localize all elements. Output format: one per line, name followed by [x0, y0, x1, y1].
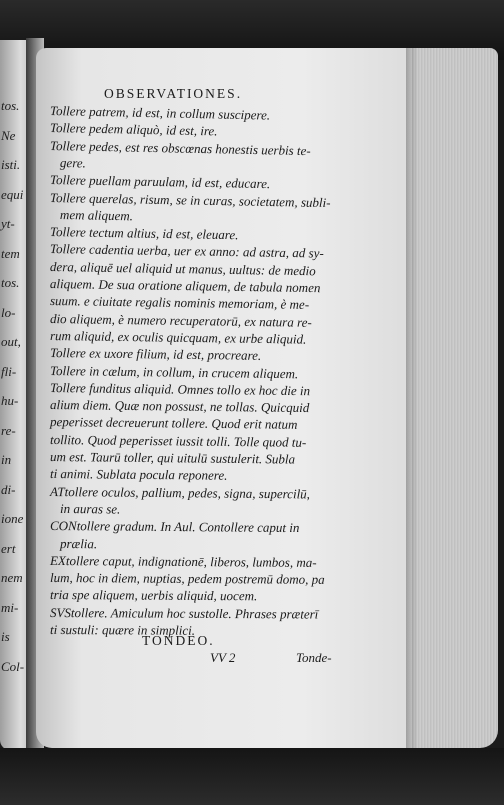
text-line: Tollere tectum altius, id est, eleuare.	[49, 224, 239, 243]
text-line: Tollere pedes, est res obscœnas honestis uerbis te-	[49, 137, 311, 158]
text-line: gere.	[59, 154, 87, 171]
left-page-fragment: hu-	[1, 393, 19, 408]
left-page-fragment: ione	[1, 511, 24, 526]
text-line: peperisset decreuerunt tollere. Quod erit natum	[49, 414, 298, 433]
text-line: rum aliquid, ex oculis quicquam, ex urbe aliquid.	[49, 327, 307, 347]
left-page-fragment: lo-	[1, 304, 16, 320]
page-edge-shadow	[406, 48, 418, 748]
text-line: alium diem. Quæ non possust, ne tollas. Quicquid	[49, 397, 310, 416]
background-bottom	[0, 748, 504, 805]
left-page-fragment: isti.	[1, 157, 21, 172]
text-line: CONtollere gradum. In Aul. Contollere caput in	[49, 518, 300, 536]
text-line: Tollere querelas, risum, se in curas, societatem, subli-	[49, 189, 331, 210]
left-page-fragment: tos.	[1, 98, 20, 113]
text-line: ATtollere oculos, pallium, pedes, signa, supercilū,	[49, 483, 311, 502]
text-line: aliquem. De sua oratione aliquem, de tabula nomen	[49, 276, 321, 296]
text-line: Tollere ex uxore filium, id est, procreare.	[49, 345, 262, 364]
text-line: EXtollere caput, indignationē, liberos, lumbos, ma-	[49, 552, 317, 570]
left-page-fragment: tem	[1, 245, 20, 261]
text-line: lum, hoc in diem, nuptias, pedem postremū domo, pa	[49, 570, 325, 587]
text-line: Tollere patrem, id est, in collum suscipere.	[49, 103, 271, 123]
text-line: in auras se.	[59, 500, 121, 517]
text-line: um est. Taurū toller, qui uitulū sustulerit. Subla	[49, 449, 296, 467]
signature-mark: VV 2	[210, 650, 236, 665]
left-page-fragment: fli-	[1, 363, 17, 379]
left-page-fragment: re-	[1, 422, 16, 438]
text-line: dera, aliquē uel aliquid ut manus, uultus: de medio	[49, 258, 316, 279]
text-line: Tollere funditus aliquid. Omnes tollo ex hoc die in	[49, 379, 311, 399]
text-line: prælia.	[59, 535, 98, 551]
running-header: OBSERVATIONES.	[104, 86, 243, 101]
text-line: dio aliquem, è numero recuperatorū, ex natura re-	[49, 310, 312, 330]
section-title: TONDEO.	[142, 633, 215, 648]
left-page-fragment: Col-	[1, 658, 25, 674]
text-line: Tollere pedem aliquò, id est, ire.	[49, 120, 218, 139]
text-line: ti animi. Sublata pocula reponere.	[49, 466, 228, 484]
left-page-fragment: equi	[1, 186, 24, 202]
left-page-fragment: tos.	[1, 275, 20, 290]
left-page-fragment: nem	[1, 570, 23, 585]
left-page-fragment: mi-	[1, 599, 19, 615]
text-line: SVStollere. Amiculum hoc sustolle. Phrases præterī	[49, 604, 319, 622]
left-page-fragment: ert	[1, 540, 16, 556]
text-line: tria spe aliquem, uerbis aliquid, uocem.	[49, 587, 258, 604]
left-page-fragment: is	[1, 629, 10, 644]
page-edges	[412, 48, 498, 748]
text-line: mem aliquem.	[59, 206, 134, 224]
text-line: Tollere cadentia uerba, uer ex anno: ad astra, ad sy-	[49, 241, 324, 261]
text-line: suum. e ciuitate regalis nominis memoriam, è me-	[49, 293, 310, 313]
left-page-fragment: di-	[1, 481, 16, 497]
text-line: Tollere in cælum, in collum, in crucem aliquem.	[49, 362, 299, 381]
left-page-fragment: yt-	[1, 216, 15, 231]
text-line: ti sustuli: quære in simplici.	[49, 622, 196, 638]
catchword: Tonde-	[296, 650, 332, 665]
text-line: Tollere puellam paruulam, id est, educare.	[49, 172, 271, 192]
left-page-fragment: out,	[1, 334, 21, 349]
left-page-fragment: Ne	[1, 127, 16, 143]
text-line: tollito. Quod peperisset iussit tolli. Tolle quod tu-	[49, 431, 307, 450]
left-page-fragment: in	[1, 452, 12, 467]
